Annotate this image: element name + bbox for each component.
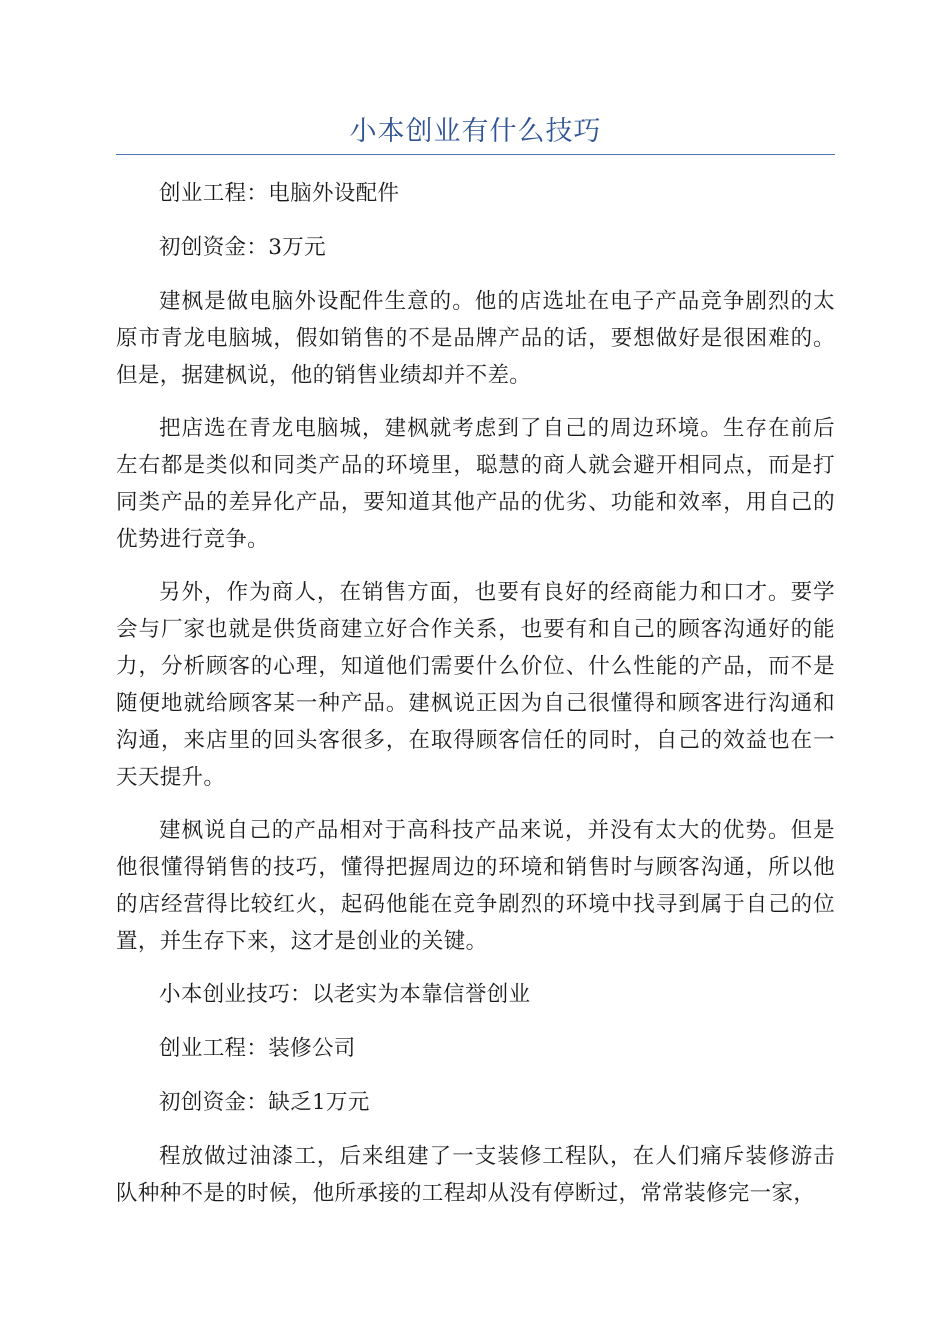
paragraph-environment: 把店选在青龙电脑城，建枫就考虑到了自己的周边环境。生存在前后左右都是类似和同类产品的环境里，聪慧的商人就会避开相同点，而是打同类产品的差异化产品，要知道其他产品的优劣、功能和效率，用自己的优势进行竞争。 [116,416,835,552]
paragraph-project-1: 创业工程：电脑外设配件 [159,181,400,206]
paragraph-capital-1: 初创资金：3万元 [159,235,326,260]
paragraph-decoration-team: 程放做过油漆工，后来组建了一支装修工程队，在人们痛斥装修游击队种种不是的时候，他所承接的工程却从没有停断过，常常装修完一家， [116,1144,835,1206]
document-title: 小本创业有什么技巧 [349,116,602,147]
paragraph-store-location: 建枫是做电脑外设配件生意的。他的店选址在电子产品竞争剧烈的太原市青龙电脑城，假如销售的不是品牌产品的话，要想做好是很困难的。但是，据建枫说，他的销售业绩却并不差。 [116,289,835,388]
title-underline [116,154,835,155]
paragraph-tip-heading: 小本创业技巧：以老实为本靠信誉创业 [159,982,531,1007]
document-body [116,175,835,1228]
paragraph-project-2: 创业工程：装修公司 [159,1036,356,1061]
paragraph-sales-ability: 另外，作为商人，在销售方面，也要有良好的经商能力和口才。要学会与厂家也就是供货商建立好合作关系，也要有和自己的顾客沟通好的能力，分析顾客的心理，知道他们需要什么价位、什么性能的产品，而不是随便地就给顾客某一种产品。建枫说正因为自己很懂得和顾客进行沟通和沟通，来店里的回头客很多，在取得顾客信任的同时，自己的效益也在一天天提升。 [116,580,835,790]
paragraph-sales-skills: 建枫说自己的产品相对于高科技产品来说，并没有太大的优势。但是他很懂得销售的技巧，懂得把握周边的环境和销售时与顾客沟通，所以他的店经营得比较红火，起码他能在竞争剧烈的环境中找寻到属于自己的位置，并生存下来，这才是创业的关键。 [116,818,835,954]
paragraph-capital-2: 初创资金：缺乏1万元 [159,1090,370,1115]
